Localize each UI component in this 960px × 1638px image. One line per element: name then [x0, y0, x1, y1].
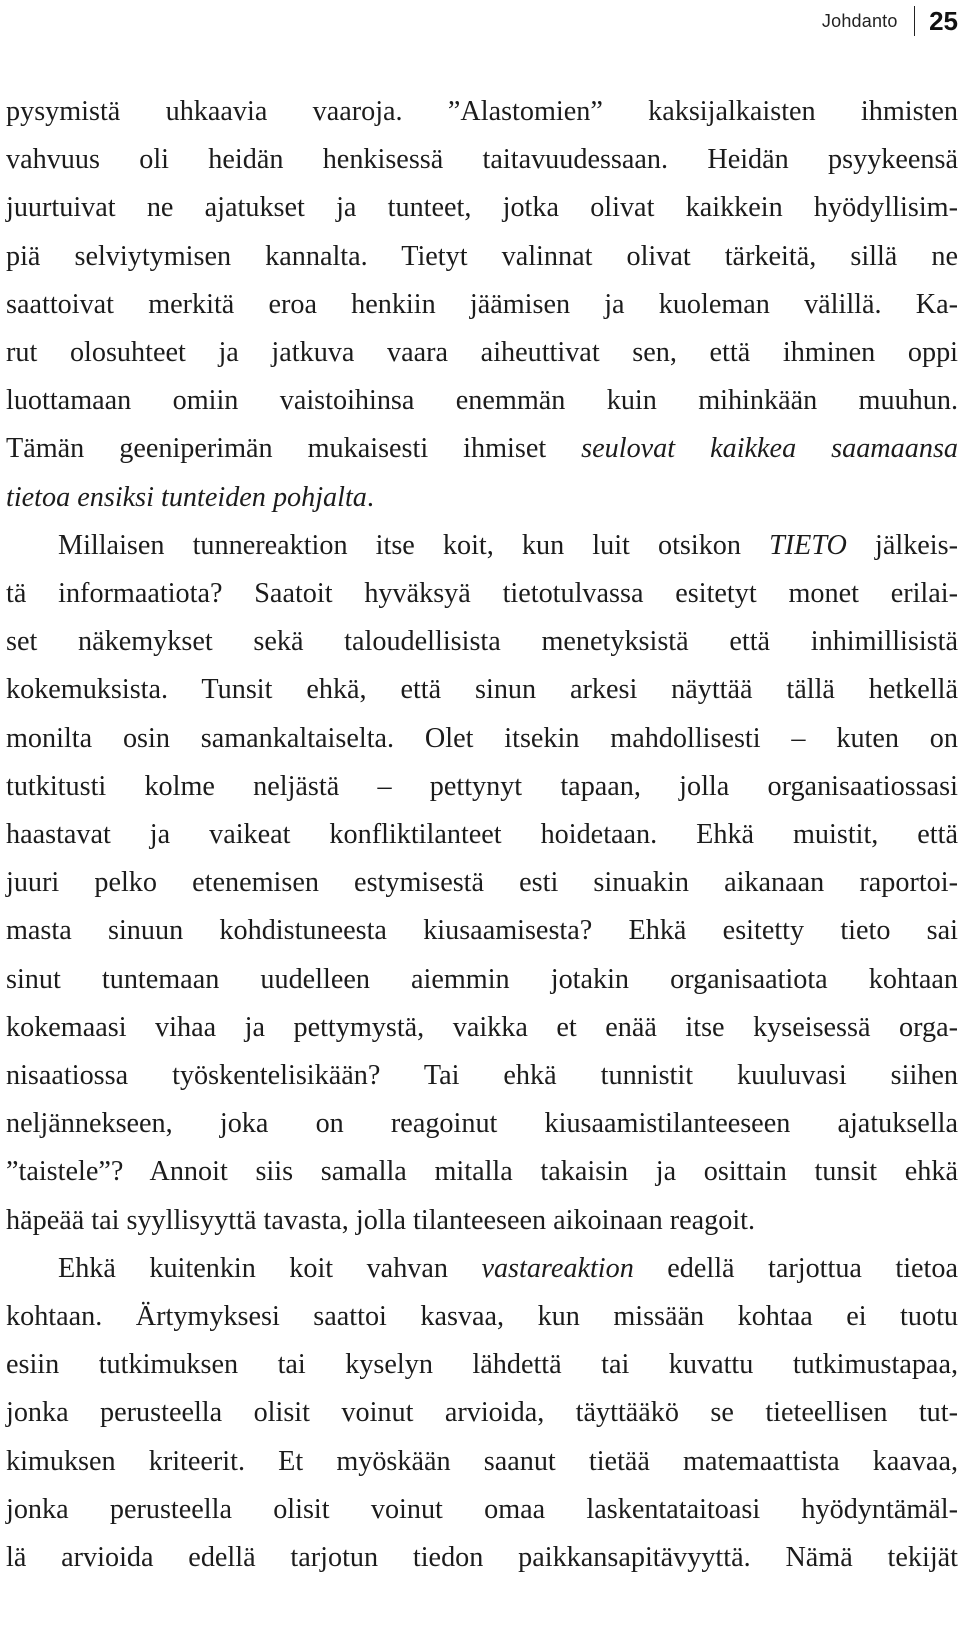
- text-line: vahvuus oli heidän henkisessä taitavuudessaan. Heidän psyykeensä: [6, 144, 958, 176]
- italic-text: tietoa ensiksi tunteiden pohjalta: [6, 481, 367, 513]
- header-divider: [914, 6, 916, 36]
- text-line: haastavat ja vaikeat konfliktilanteet hoidetaan. Ehkä muistit, että: [6, 819, 958, 851]
- text-run: Millaisen tunnereaktion itse koit, kun luit otsikon: [58, 529, 770, 561]
- running-head: Johdanto: [821, 10, 898, 31]
- text-run: edellä tarjottua tietoa: [633, 1252, 958, 1284]
- text-line: saattoivat merkitä eroa henkiin jäämisen ja kuoleman välillä. Ka-: [6, 288, 958, 320]
- text-line: ”taistele”? Annoit siis samalla mitalla takaisin ja osittain tunsit ehkä: [6, 1156, 958, 1188]
- text-line: set näkemykset sekä taloudellisista menetyksistä että inhimillisistä: [6, 626, 958, 658]
- text-line: kohtaan. Ärtymyksesi saattoi kasvaa, kun missään kohtaa ei tuotu: [6, 1301, 958, 1333]
- text-line: tutkitusti kolme neljästä – pettynyt tapaan, jolla organisaatiossasi: [6, 770, 958, 802]
- text-line: jonka perusteella olisit voinut arvioida, täyttääkö se tieteellisen tut-: [6, 1397, 958, 1429]
- italic-text: seulovat kaikkea saamaansa: [581, 433, 959, 465]
- text-line: piä selviytymisen kannalta. Tietyt valinnat olivat tärkeitä, sillä ne: [6, 240, 958, 272]
- text-line: sinut tuntemaan uudelleen aiemmin jotakin organisaatiota kohtaan: [6, 963, 958, 995]
- text-line: kokemuksista. Tunsit ehkä, että sinun arkesi näyttää tällä hetkellä: [6, 674, 958, 706]
- page-header: [822, 4, 958, 38]
- text-line: [6, 474, 958, 522]
- text-line: esiin tutkimuksen tai kyselyn lähdettä tai kuvattu tutkimustapaa,: [6, 1349, 958, 1381]
- text-line: [6, 425, 958, 473]
- text-line: pysymistä uhkaavia vaaroja. ”Alastomien” kaksijalkaisten ihmisten: [6, 96, 958, 127]
- italic-text: vastareaktion: [481, 1252, 634, 1284]
- text-run: jälkeis-: [846, 529, 958, 561]
- text-line: [6, 1245, 958, 1293]
- body-text: [6, 88, 958, 1582]
- text-line: kimuksen kriteerit. Et myöskään saanut tietää matemaattista kaavaa,: [6, 1445, 958, 1477]
- text-line: monilta osin samankaltaiselta. Olet itsekin mahdollisesti – kuten on: [6, 722, 958, 754]
- text-line: tä informaatiota? Saatoit hyväksyä tietotulvassa esitetyt monet erilai-: [6, 578, 958, 610]
- text-run: Ehkä kuitenkin koit vahvan: [58, 1252, 482, 1284]
- text-line: rut olosuhteet ja jatkuva vaara aiheuttivat sen, että ihminen oppi: [6, 337, 958, 369]
- text-run: Tämän geeniperimän mukaisesti ihmiset: [6, 433, 582, 465]
- page-number: 25: [929, 5, 958, 36]
- text-line: neljännekseen, joka on reagoinut kiusaamistilanteeseen ajatuksella: [6, 1108, 958, 1140]
- text-line: nisaatiossa työskentelisikään? Tai ehkä tunnistit kuuluvasi siihen: [6, 1060, 958, 1092]
- text-run: .: [366, 481, 374, 513]
- italic-text: TIETO: [769, 529, 847, 561]
- text-line: häpeää tai syyllisyyttä tavasta, jolla tilanteeseen aikoinaan reagoit.: [6, 1204, 756, 1236]
- text-line: juurtuivat ne ajatukset ja tunteet, jotka olivat kaikkein hyödyllisim-: [6, 192, 958, 224]
- text-line: jonka perusteella olisit voinut omaa laskentataitoasi hyödyntämäl-: [6, 1493, 958, 1525]
- text-line: kokemaasi vihaa ja pettymystä, vaikka et enää itse kyseisessä orga-: [6, 1011, 958, 1043]
- text-line: juuri pelko etenemisen estymisestä esti sinuakin aikanaan raportoi-: [6, 867, 958, 899]
- text-line: masta sinuun kohdistuneesta kiusaamisesta? Ehkä esitetty tieto sai: [6, 915, 958, 947]
- text-line: lä arvioida edellä tarjotun tiedon paikkansapitävyyttä. Nämä tekijät: [6, 1542, 958, 1574]
- text-line: luottamaan omiin vaistoihinsa enemmän kuin mihinkään muuhun.: [6, 385, 958, 417]
- text-line: [6, 522, 958, 570]
